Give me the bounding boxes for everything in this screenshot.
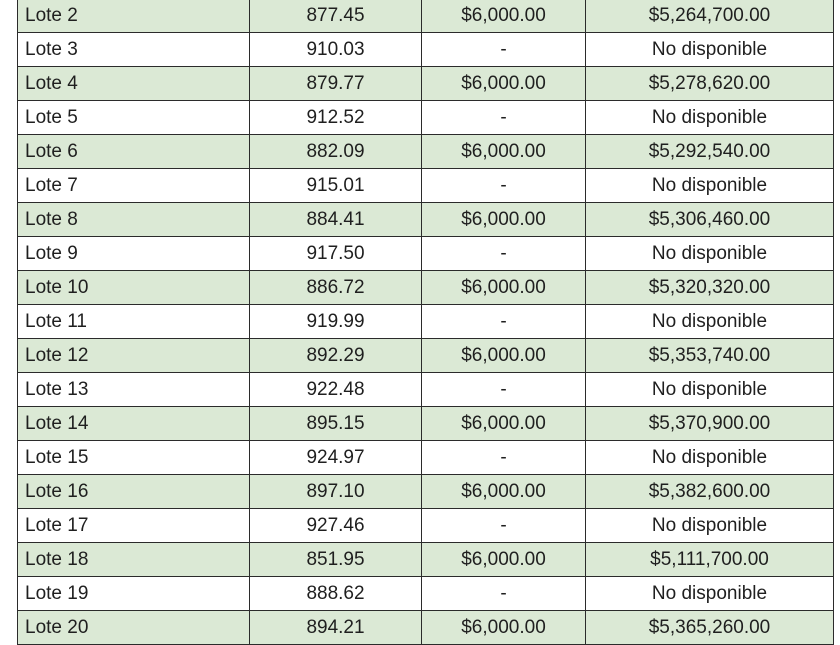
total-cell: No disponible xyxy=(586,577,834,611)
lote-cell: Lote 2 xyxy=(18,0,250,33)
table-row xyxy=(18,441,834,475)
price-cell: - xyxy=(422,577,586,611)
area-cell: 886.72 xyxy=(250,271,422,305)
area-cell: 884.41 xyxy=(250,203,422,237)
lote-cell: Lote 20 xyxy=(18,611,250,645)
total-cell: $5,111,700.00 xyxy=(586,543,834,577)
lote-cell: Lote 15 xyxy=(18,441,250,475)
area-cell: 879.77 xyxy=(250,67,422,101)
table-row xyxy=(18,577,834,611)
lote-cell: Lote 4 xyxy=(18,67,250,101)
price-cell: $6,000.00 xyxy=(422,407,586,441)
area-cell: 897.10 xyxy=(250,475,422,509)
total-cell: $5,353,740.00 xyxy=(586,339,834,373)
price-cell: $6,000.00 xyxy=(422,0,586,33)
total-cell: No disponible xyxy=(586,509,834,543)
total-cell: No disponible xyxy=(586,33,834,67)
table-body xyxy=(18,0,834,645)
area-cell: 888.62 xyxy=(250,577,422,611)
total-cell: $5,365,260.00 xyxy=(586,611,834,645)
total-cell: $5,382,600.00 xyxy=(586,475,834,509)
area-cell: 912.52 xyxy=(250,101,422,135)
total-cell: $5,264,700.00 xyxy=(586,0,834,33)
area-cell: 927.46 xyxy=(250,509,422,543)
total-cell: No disponible xyxy=(586,373,834,407)
lote-cell: Lote 7 xyxy=(18,169,250,203)
price-cell: $6,000.00 xyxy=(422,475,586,509)
area-cell: 877.45 xyxy=(250,0,422,33)
area-cell: 851.95 xyxy=(250,543,422,577)
total-cell: No disponible xyxy=(586,101,834,135)
price-cell: $6,000.00 xyxy=(422,543,586,577)
table-row xyxy=(18,305,834,339)
table-row xyxy=(18,135,834,169)
total-cell: No disponible xyxy=(586,237,834,271)
lote-cell: Lote 13 xyxy=(18,373,250,407)
price-cell: $6,000.00 xyxy=(422,339,586,373)
area-cell: 919.99 xyxy=(250,305,422,339)
lote-cell: Lote 9 xyxy=(18,237,250,271)
table-row xyxy=(18,407,834,441)
price-cell: - xyxy=(422,441,586,475)
area-cell: 892.29 xyxy=(250,339,422,373)
lote-cell: Lote 19 xyxy=(18,577,250,611)
price-cell: - xyxy=(422,509,586,543)
table-row xyxy=(18,67,834,101)
price-cell: - xyxy=(422,169,586,203)
area-cell: 894.21 xyxy=(250,611,422,645)
table-row xyxy=(18,611,834,645)
price-cell: $6,000.00 xyxy=(422,135,586,169)
area-cell: 922.48 xyxy=(250,373,422,407)
price-cell: $6,000.00 xyxy=(422,611,586,645)
lotes-table xyxy=(17,0,834,645)
lote-cell: Lote 12 xyxy=(18,339,250,373)
price-cell: $6,000.00 xyxy=(422,271,586,305)
total-cell: $5,278,620.00 xyxy=(586,67,834,101)
area-cell: 895.15 xyxy=(250,407,422,441)
lote-cell: Lote 17 xyxy=(18,509,250,543)
lote-cell: Lote 8 xyxy=(18,203,250,237)
table-row xyxy=(18,373,834,407)
lote-cell: Lote 5 xyxy=(18,101,250,135)
price-cell: - xyxy=(422,305,586,339)
price-cell: $6,000.00 xyxy=(422,67,586,101)
price-cell: - xyxy=(422,237,586,271)
total-cell: $5,292,540.00 xyxy=(586,135,834,169)
lote-cell: Lote 10 xyxy=(18,271,250,305)
table-row xyxy=(18,33,834,67)
table-row xyxy=(18,543,834,577)
area-cell: 882.09 xyxy=(250,135,422,169)
total-cell: No disponible xyxy=(586,305,834,339)
total-cell: $5,320,320.00 xyxy=(586,271,834,305)
table-row xyxy=(18,339,834,373)
total-cell: $5,306,460.00 xyxy=(586,203,834,237)
table-row xyxy=(18,169,834,203)
price-cell: - xyxy=(422,373,586,407)
price-cell: $6,000.00 xyxy=(422,203,586,237)
lote-cell: Lote 11 xyxy=(18,305,250,339)
total-cell: $5,370,900.00 xyxy=(586,407,834,441)
table-row xyxy=(18,101,834,135)
table-row xyxy=(18,237,834,271)
lote-cell: Lote 6 xyxy=(18,135,250,169)
table-row xyxy=(18,203,834,237)
lote-cell: Lote 16 xyxy=(18,475,250,509)
table-row xyxy=(18,0,834,33)
area-cell: 915.01 xyxy=(250,169,422,203)
total-cell: No disponible xyxy=(586,441,834,475)
table-row xyxy=(18,509,834,543)
area-cell: 924.97 xyxy=(250,441,422,475)
area-cell: 917.50 xyxy=(250,237,422,271)
lote-cell: Lote 3 xyxy=(18,33,250,67)
lote-cell: Lote 18 xyxy=(18,543,250,577)
table-row xyxy=(18,475,834,509)
price-cell: - xyxy=(422,33,586,67)
area-cell: 910.03 xyxy=(250,33,422,67)
price-cell: - xyxy=(422,101,586,135)
total-cell: No disponible xyxy=(586,169,834,203)
lote-cell: Lote 14 xyxy=(18,407,250,441)
table-row xyxy=(18,271,834,305)
